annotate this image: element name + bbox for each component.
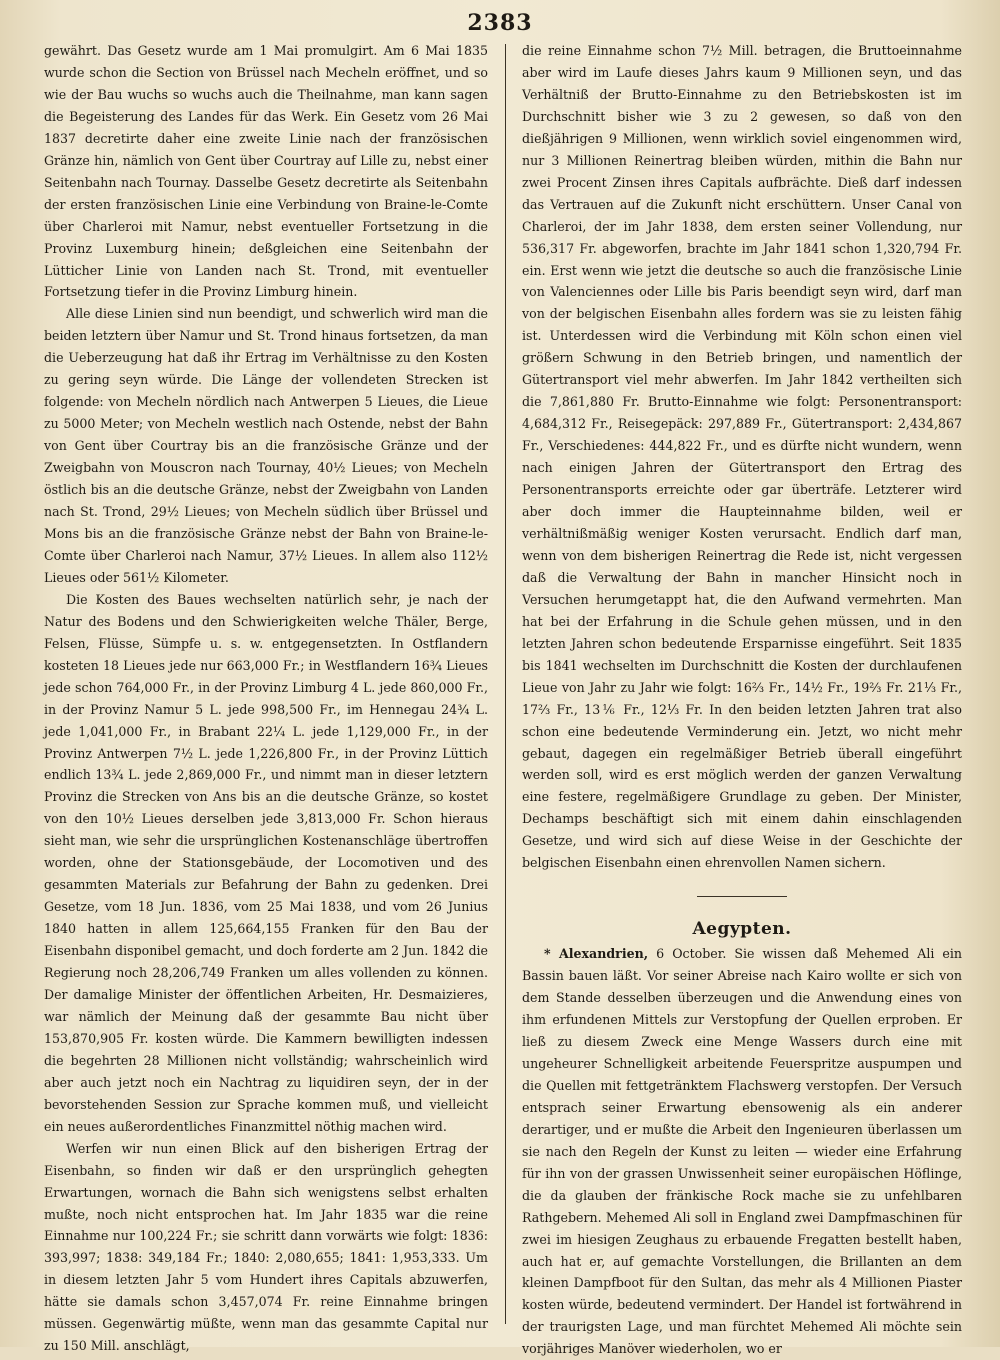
article-body: 6 October. Sie wissen daß Mehemed Ali ein Bassin bauen läßt. Vor seiner Abreise nach Kairo wollte er sich von dem Stande desselben überzeugen und die Anwendung eines von ihm erfundenen Mittels zur Verstopfung der Quellen erproben. Er ließ zu diesem Zweck eine Menge Wassers durch eine mit ungeheurer Schnelligkeit arbeitende Feuerspritze auspumpen und die Quellen mit fettgetränktem Flachswerg verstopfen. Der Versuch entsprach seiner Erwartung ebensowenig als ein anderer derartiger, und er mußte die Arbeit den Ingenieuren überlassen um sie nach den Regeln der Kunst zu leiten — wieder eine Erfahrung für ihn von der grassen Unwissenheit seiner europäischen Höflinge, die da glauben der fränkische Rock mache sie zu unfehlbaren Rathgebern. Mehemed Ali soll in England zwei Dampfmaschinen für zwei im hiesigen Zeughaus zu erbauende Fregatten bestellt haben, auch hat er, auf gemachte Vorstellungen, die Brillanten an dem kleinen Dampfboot für den Sultan, das mehr als 4 Millionen Piaster kosten würde, bedeutend vermindert. Der Handel ist fortwährend in der traurigsten Lage, und man fürchtet Mehemed Ali möchte sein vorjähriges Manöver wiederholen, wo er (522, 946, 962, 1357)
section-separator (697, 896, 787, 897)
article-dateline: * Alexandrien, (544, 946, 649, 962)
page-number: 2383 (467, 10, 533, 36)
left-column (44, 40, 488, 1357)
paragraph-revenue-continued: die reine Einnahme schon 7½ Mill. betragen, die Bruttoeinnahme aber wird im Laufe dieses Jahrs kaum 9 Millionen seyn, und das Verhältniß der Brutto-Einnahme zu den Betriebskosten ist im Durchschnitt bisher wie 3 zu 2 gewesen, so daß von den dießjährigen 9 Millionen, wenn wirklich soviel eingenommen wird, nur 3 Millionen Reinertrag bleiben würden, mithin die Bahn nur zwei Procent Zinsen ihres Capitals aufbrächte. Dieß darf indessen das Vertrauen auf die Zukunft nicht erschüttern. Unser Canal von Charleroi, der im Jahr 1838, dem ersten seiner Vollendung, nur 536,317 Fr. abgeworfen, brachte im Jahr 1841 schon 1,320,794 Fr. ein. Erst wenn wie jetzt die deutsche so auch die französische Linie von Valenciennes oder Lille bis Paris beendigt seyn wird, darf man von der belgischen Eisenbahn alles fordern was sie zu leisten fähig ist. Unterdessen wird die Verbindung mit Köln schon einen viel größern Schwung in den Betrieb bringen, und namentlich der Gütertransport viel mehr abwerfen. Im Jahr 1842 vertheilten sich die 7,861,880 Fr. Brutto-Einnahme wie folgt: Personentransport: 4,684,312 Fr., Reisegepäck: 297,889 Fr., Gütertransport: 2,434,867 Fr., Verschiedenes: 444,822 Fr., und es dürfte nicht wundern, wenn nach einigen Jahren der Gütertransport den Ertrag des Personentransports erreichte oder gar überträfe. Letzterer wird aber doch immer die Haupteinnahme bilden, weil er verhältnißmäßig weniger Kosten verursacht. Endlich darf man, wenn von dem bisherigen Reinertrag die Rede ist, nicht vergessen daß die Verwaltung der Bahn in mancher Hinsicht noch in Versuchen herumgetappt hat, die den Aufwand vermehrten. Man hat bei der Erfahrung in die Schule gehen müssen, und in den letzten Jahren schon bedeutende Ersparnisse eingeführt. Seit 1835 bis 1841 wechselten im Durchschnitt die Kosten der durchlaufenen Lieue von Jahr zu Jahr wie folgt: 16⅔ Fr., 14½ Fr., 19⅔ Fr. 21⅓ Fr., 17⅔ Fr., 13⅙ Fr., 12⅓ Fr. In den beiden letzten Jahren trat also schon eine bedeutende Verminderung ein. Jetzt, wo nicht mehr gebaut, dagegen ein regelmäßiger Betrieb überall eingeführt werden soll, wird es erst möglich werden der ganzen Verwaltung eine festere, regelmäßigere Grundlage zu geben. Der Minister, Dechamps beschäftigt sich mit einem dahin einschlagenden Gesetze, und wird sich auf diese Weise in der Geschichte der belgischen Eisenbahn einen ehrenvollen Namen sichern. (522, 43, 962, 871)
column-divider (505, 44, 506, 1324)
paragraph-railway-history: gewährt. Das Gesetz wurde am 1 Mai promulgirt. Am 6 Mai 1835 wurde schon die Section von Brüssel nach Mecheln eröffnet, und so wie der Bau wuchs so wuchs auch die Theilnahme, man kann sagen die Begeisterung des Landes für das Werk. Ein Gesetz vom 26 Mai 1837 decretirte daher eine zweite Linie nach der französischen Gränze hin, nämlich von Gent über Courtray auf Lille zu, nebst einer Seitenbahn nach Tournay. Dasselbe Gesetz decretirte als Seitenbahn der ersten französischen Linie eine Verbindung von Braine-le-Comte über Charleroi mit Namur, nebst eventueller Fortsetzung in die Provinz Luxemburg hinein; deßgleichen eine Seitenbahn der Lütticher Linie von Landen nach St. Trond, mit eventueller Fortsetzung tiefer in die Provinz Limburg hinein. (44, 43, 488, 300)
paragraph-line-lengths: Alle diese Linien sind nun beendigt, und schwerlich wird man die beiden letztern über Namur und St. Trond hinaus fortsetzen, da man die Ueberzeugung hat daß ihr Ertrag im Verhältnisse zu den Kosten zu gering seyn würde. Die Länge der vollendeten Strecken ist folgende: von Mecheln nördlich nach Antwerpen 5 Lieues, die Lieue zu 5000 Meter; von Mecheln westlich nach Ostende, nebst der Bahn von Gent über Courtray bis an die französische Gränze und der Zweigbahn von Mouscron nach Tournay, 40½ Lieues; von Mecheln östlich bis an die deutsche Gränze, nebst der Zweigbahn von Landen nach St. Trond, 29½ Lieues; von Mecheln südlich über Brüssel und Mons bis an die französische Gränze nebst der Bahn von Braine-le-Comte über Charleroi nach Namur, 37½ Lieues. In allem also 112½ Lieues oder 561½ Kilometer. (44, 306, 488, 585)
article-alexandria (522, 943, 962, 1360)
paragraph-construction-costs: Die Kosten des Baues wechselten natürlich sehr, je nach der Natur des Bodens und den Schwierigkeiten welche Thäler, Berge, Felsen, Flüsse, Sümpfe u. s. w. entgegensetzten. In Ostflandern kosteten 18 Lieues jede nur 663,000 Fr.; in Westflandern 16¾ Lieues jede schon 764,000 Fr., in der Provinz Limburg 4 L. jede 860,000 Fr., in der Provinz Namur 5 L. jede 998,500 Fr., im Hennegau 24¾ L. jede 1,041,000 Fr., in Brabant 22¼ L. jede 1,129,000 Fr., in der Provinz Antwerpen 7½ L. jede 1,226,800 Fr., in der Provinz Lüttich endlich 13¾ L. jede 2,869,000 Fr., und nimmt man in dieser letztern Provinz die Strecken von Ans bis an die deutsche Gränze, so kostet von den 10½ Lieues derselben jede 3,813,000 Fr. Schon hieraus sieht man, wie sehr die ursprünglichen Kostenanschläge übertroffen worden, ohne der Stationsgebäude, der Locomotiven und des gesammten Materials zur Befahrung der Bahn zu gedenken. Drei Gesetze, vom 18 Jun. 1836, vom 25 Mai 1838, und vom 26 Junius 1840 hatten in allem 125,664,155 Franken für den Bau der Eisenbahn disponibel gemacht, und doch forderte am 2 Jun. 1842 die Regierung noch 28,206,749 Franken um alles vollenden zu können. Der damalige Minister der öffentlichen Arbeiten, Hr. Desmaizieres, war nämlich der Meinung daß der gesammte Bau nicht über 153,870,905 Fr. kosten würde. Die Kammern bewilligten indessen die begehrten 28 Millionen nicht vollständig; wahrscheinlich wird aber auch jetzt noch ein Nachtrag zu liquidiren seyn, der in der bevorstehenden Session zur Sprache kommen muß, und vielleicht ein neues außerordentliches Finanzmittel nöthig machen wird. (44, 591, 488, 1134)
section-heading-aegypten: Aegypten. (692, 919, 792, 940)
paragraph-revenue: Werfen wir nun einen Blick auf den bisherigen Ertrag der Eisenbahn, so finden wir daß er den ursprünglich gehegten Erwartungen, wornach die Bahn sich wenigstens selbst erhalten mußte, noch nicht entsprochen hat. Im Jahr 1835 war die reine Einnahme nur 100,224 Fr.; sie schritt dann vorwärts wie folgt: 1836: 393,997; 1838: 349,184 Fr.; 1840: 2,080,655; 1841: 1,953,333. Um in diesem letzten Jahr 5 vom Hundert ihres Capitals abzuwerfen, hätte sie damals schon 3,457,074 Fr. reine Einnahme bringen müssen. Gegenwärtig müßte, wenn man das gesammte Capital nur zu 150 Mill. anschlägt, (44, 1140, 488, 1354)
right-column (522, 40, 962, 1360)
